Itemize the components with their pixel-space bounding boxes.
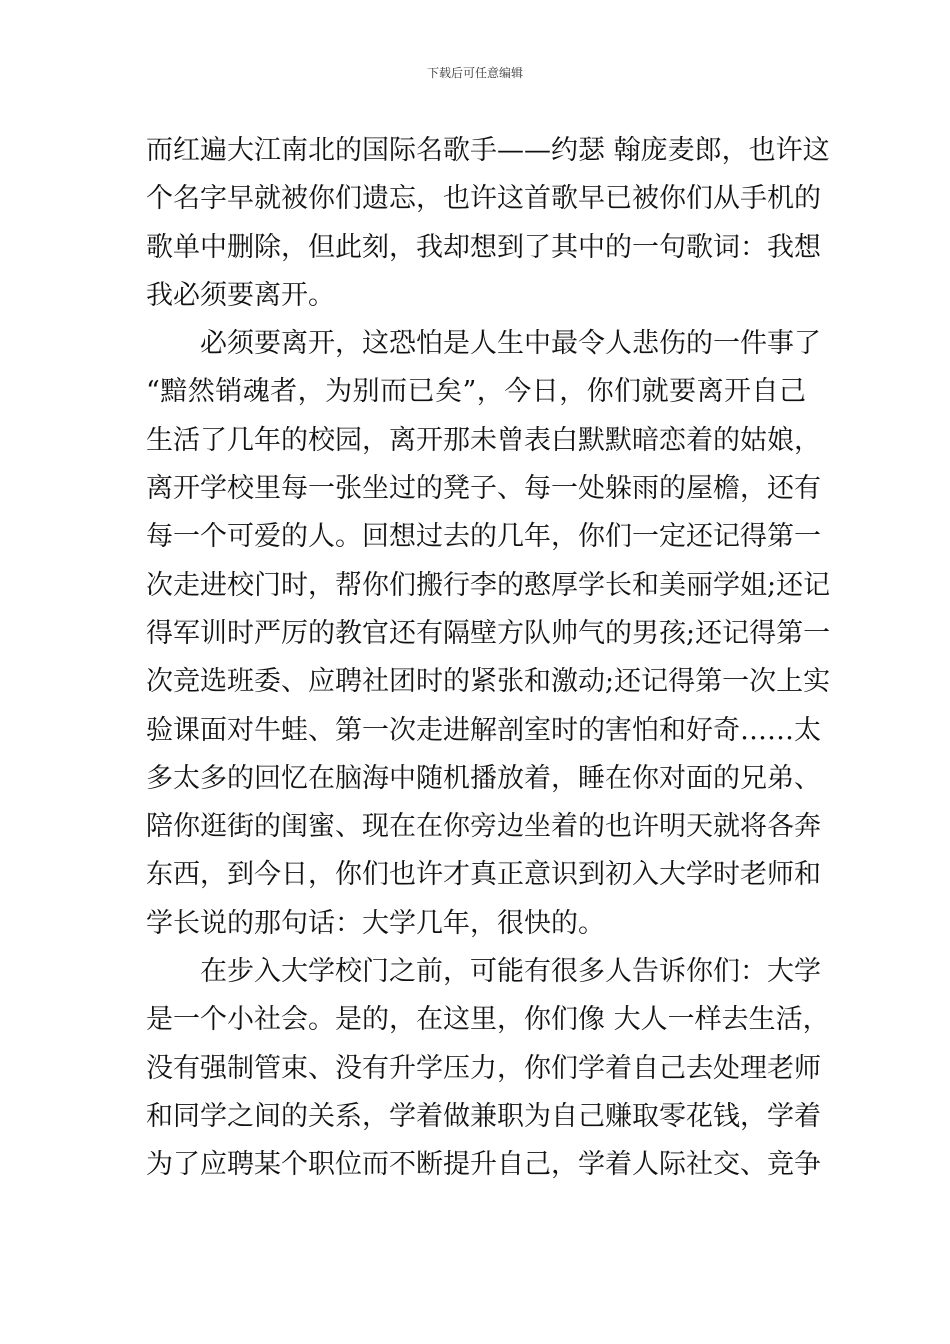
text-line: 是一个小社会。是的，在这里，你们像 大人一样去生活，: [146, 1004, 830, 1036]
text-line: 在步入大学校门之前，可能有很多人告诉你们：大学: [200, 956, 821, 988]
text-line: 验课面对牛蛙、第一次走进解剖室时的害怕和好奇……太: [146, 714, 821, 746]
paragraph: [146, 948, 830, 1189]
paragraph: [146, 320, 831, 948]
document-body: [146, 127, 831, 1190]
text-line: 得军训时严厉的教官还有隔壁方队帅气的男孩;还记得第一: [146, 617, 831, 649]
text-line: 个名字早就被你们遗忘，也许这首歌早已被你们从手机的: [146, 183, 821, 215]
text-line: 陪你逛街的闺蜜、现在在你旁边坐着的也许明天就将各奔: [146, 811, 821, 843]
text-line: 而红遍大江南北的国际名歌手——约瑟 翰庞麦郎，也许这: [146, 135, 830, 166]
text-line: 每一个可爱的人。回想过去的几年，你们一定还记得第一: [146, 521, 821, 553]
page-header: 下载后可任意编辑: [426, 66, 523, 80]
text-line: 次走进校门时，帮你们搬行李的憨厚学长和美丽学姐;还记: [146, 569, 831, 601]
paragraph: [146, 127, 830, 320]
text-line: 生活了几年的校园，离开那未曾表白默默暗恋着的姑娘，: [146, 424, 821, 456]
text-line: 我必须要离开。: [146, 279, 335, 311]
text-line: 和同学之间的关系，学着做兼职为自己赚取零花钱，学着: [146, 1100, 821, 1132]
text-line: 没有强制管束、没有升学压力，你们学着自己去处理老师: [146, 1052, 821, 1084]
text-line: 次竞选班委、应聘社团时的紧张和激动;还记得第一次上实: [146, 666, 831, 698]
text-line: 学长说的那句话：大学几年，很快的。: [146, 907, 605, 939]
text-line: 多太多的回忆在脑海中随机播放着，睡在你对面的兄弟、: [146, 762, 821, 794]
text-line: 离开学校里每一张坐过的凳子、每一处躲雨的屋檐，还有: [146, 473, 821, 505]
text-line: “黯然销魂者，为别而已矣”，今日，你们就要离开自己: [146, 376, 806, 408]
text-line: 为了应聘某个职位而不断提升自己，学着人际社交、竞争: [146, 1149, 821, 1181]
text-line: 歌单中删除，但此刻，我却想到了其中的一句歌词：我想: [146, 231, 821, 263]
text-line: 必须要离开，这恐怕是人生中最令人悲伤的一件事了: [200, 328, 821, 360]
text-line: 东西，到今日，你们也许才真正意识到初入大学时老师和: [146, 859, 821, 891]
